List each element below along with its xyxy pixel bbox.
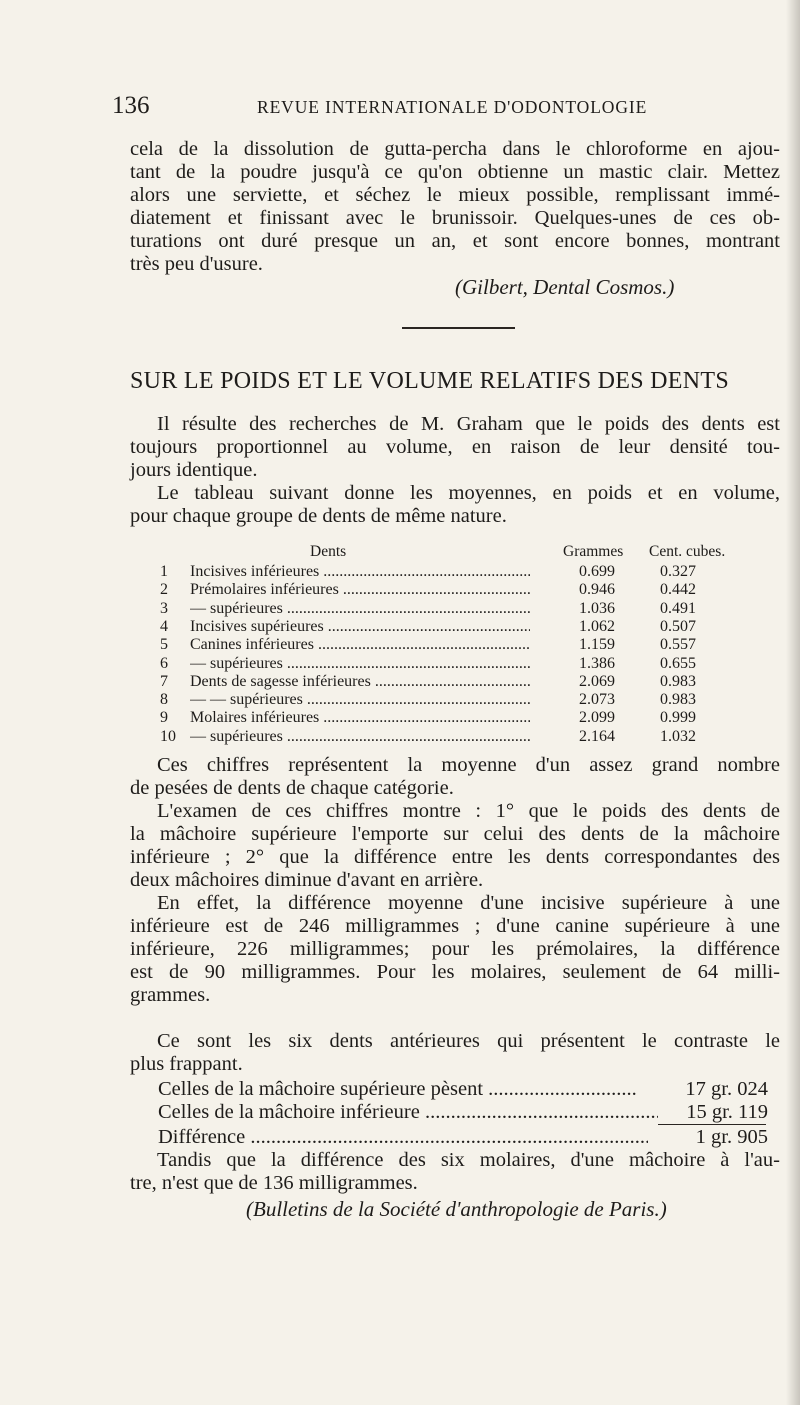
row-label: Molaires inférieures ..... [190, 709, 530, 727]
intro-citation: (Gilbert, Dental Cosmos.) [455, 275, 675, 299]
article-paragraph [130, 1149, 780, 1195]
text-line: est de 90 milligrammes. Pour les molaires, seulement de 64 milli- [130, 961, 780, 983]
sum-value: 17 gr. 024 [685, 1078, 768, 1100]
row-grammes: 2.099 [579, 709, 615, 727]
row-label: Canines inférieures ..... [190, 636, 530, 654]
row-number: 7 [160, 672, 168, 690]
row-label: Dents de sagesse inférieures ..... [190, 673, 530, 691]
text-line: Il résulte des recherches de M. Graham que le poids des dents est [157, 413, 780, 435]
running-title: REVUE INTERNATIONALE D'ODONTOLOGIE [257, 97, 648, 117]
text-line: Le tableau suivant donne les moyennes, en poids et en volume, [157, 482, 780, 504]
row-grammes: 0.946 [579, 581, 615, 599]
article-paragraph [130, 1030, 780, 1076]
row-number: 8 [160, 691, 168, 709]
row-number: 10 [160, 727, 176, 745]
sum-line-upper [158, 1078, 768, 1101]
table-row [160, 655, 760, 673]
table-row [160, 709, 760, 727]
table-row [160, 636, 760, 654]
text-line: inférieure, 226 milligrammes; pour les prémolaires, la différence [130, 938, 780, 960]
table-header-dents: Dents [310, 543, 347, 560]
row-cubes: 1.032 [660, 727, 696, 745]
text-line: alors une serviette, et séchez le mieux possible, remplissant immé- [130, 184, 780, 206]
row-cubes: 0.491 [660, 599, 696, 617]
text-line: Ce sont les six dents antérieures qui présentent le contraste le [157, 1030, 780, 1052]
page-number: 136 [112, 92, 150, 119]
row-grammes: 2.073 [579, 691, 615, 709]
row-cubes: 0.442 [660, 581, 696, 599]
sum-label: Celles de la mâchoire supérieure pèsent ..... [158, 1078, 638, 1101]
row-cubes: 0.999 [660, 709, 696, 727]
text-line: très peu d'usure. [130, 253, 263, 275]
sum-value: 1 gr. 905 [695, 1126, 768, 1148]
row-number: 2 [160, 581, 168, 599]
article-paragraph [130, 413, 780, 528]
text-line: toujours proportionnel au volume, en raison de leur densité tou- [130, 436, 780, 458]
row-grammes: 2.069 [579, 672, 615, 690]
row-cubes: 0.557 [660, 636, 696, 654]
row-number: 6 [160, 654, 168, 672]
section-divider [402, 327, 515, 329]
table-row [160, 600, 760, 618]
row-number: 4 [160, 617, 168, 635]
text-line: L'examen de ces chiffres montre : 1° que le poids des dents de [157, 800, 780, 822]
row-number: 1 [160, 563, 168, 580]
row-grammes: 1.386 [579, 654, 615, 672]
sum-label: Différence ..... [158, 1126, 648, 1149]
text-line: jours identique. [130, 459, 258, 481]
table-header-cubes: Cent. cubes. [649, 543, 726, 560]
row-label: Incisives inférieures ..... [190, 563, 530, 581]
row-cubes: 0.983 [660, 672, 696, 690]
page-edge-shadow [786, 0, 800, 1405]
sum-rule [658, 1124, 766, 1125]
table-row [160, 618, 760, 636]
article-title: SUR LE POIDS ET LE VOLUME RELATIFS DES DENTS [130, 368, 730, 394]
text-line: deux mâchoires diminue d'avant en arrière. [130, 869, 484, 891]
row-label: — supérieures ..... [190, 655, 530, 673]
row-number: 5 [160, 636, 168, 654]
sum-line-lower [158, 1101, 768, 1124]
text-line: grammes. [130, 984, 211, 1006]
running-header [112, 92, 772, 122]
text-line: tre, n'est que de 136 milligrammes. [130, 1172, 418, 1194]
row-number: 9 [160, 709, 168, 727]
row-label: — supérieures ..... [190, 728, 530, 746]
table-header-grammes: Grammes [563, 543, 624, 560]
row-grammes: 1.062 [579, 617, 615, 635]
row-label: Prémolaires inférieures ..... [190, 581, 530, 599]
sum-line-difference [158, 1126, 768, 1149]
row-grammes: 0.699 [579, 563, 615, 580]
table-row [160, 563, 760, 581]
text-line: diatement et finissant avec le brunissoir. Quelques-unes de ces ob- [130, 207, 780, 229]
table-row [160, 581, 760, 599]
text-line: Ces chiffres représentent la moyenne d'un assez grand nombre [157, 754, 780, 776]
text-line: Tandis que la différence des six molaires, d'une mâchoire à l'au- [157, 1149, 780, 1171]
row-label: Incisives supérieures ..... [190, 618, 530, 636]
text-line: inférieure ; 2° que la différence entre les dents correspondantes des [130, 846, 780, 868]
article-paragraph [130, 754, 780, 800]
article-paragraph [130, 892, 780, 1007]
text-line: tant de la poudre jusqu'à ce qu'on obtienne un mastic clair. Mettez [130, 161, 780, 183]
intro-paragraph [130, 138, 780, 276]
text-line: cela de la dissolution de gutta-percha dans le chloroforme en ajou- [130, 138, 780, 160]
row-label: — supérieures ..... [190, 600, 530, 618]
row-grammes: 2.164 [579, 727, 615, 745]
row-number: 3 [160, 599, 168, 617]
text-line: la mâchoire supérieure l'emporte sur celui des dents de la mâchoire [130, 823, 780, 845]
row-grammes: 1.159 [579, 636, 615, 654]
text-line: En effet, la différence moyenne d'une incisive supérieure à une [157, 892, 780, 914]
text-line: plus frappant. [130, 1053, 243, 1075]
text-line: turations ont duré presque un an, et sont encore bonnes, montrant [130, 230, 780, 252]
row-cubes: 0.983 [660, 691, 696, 709]
text-line: pour chaque groupe de dents de même nature. [130, 505, 507, 527]
sum-label: Celles de la mâchoire inférieure ..... [158, 1101, 658, 1124]
text-line: inférieure est de 246 milligrammes ; d'une canine supérieure à une [130, 915, 780, 937]
article-paragraph [130, 800, 780, 892]
table-row [160, 673, 760, 691]
sum-value: 15 gr. 119 [686, 1101, 768, 1123]
row-cubes: 0.655 [660, 654, 696, 672]
table-row [160, 691, 760, 709]
article-citation: (Bulletins de la Société d'anthropologie de Paris.) [246, 1197, 667, 1221]
row-label: — — supérieures ..... [190, 691, 530, 709]
text-line: de pesées de dents de chaque catégorie. [130, 777, 454, 799]
row-grammes: 1.036 [579, 599, 615, 617]
row-cubes: 0.327 [660, 563, 696, 580]
row-cubes: 0.507 [660, 617, 696, 635]
table-row [160, 728, 760, 746]
